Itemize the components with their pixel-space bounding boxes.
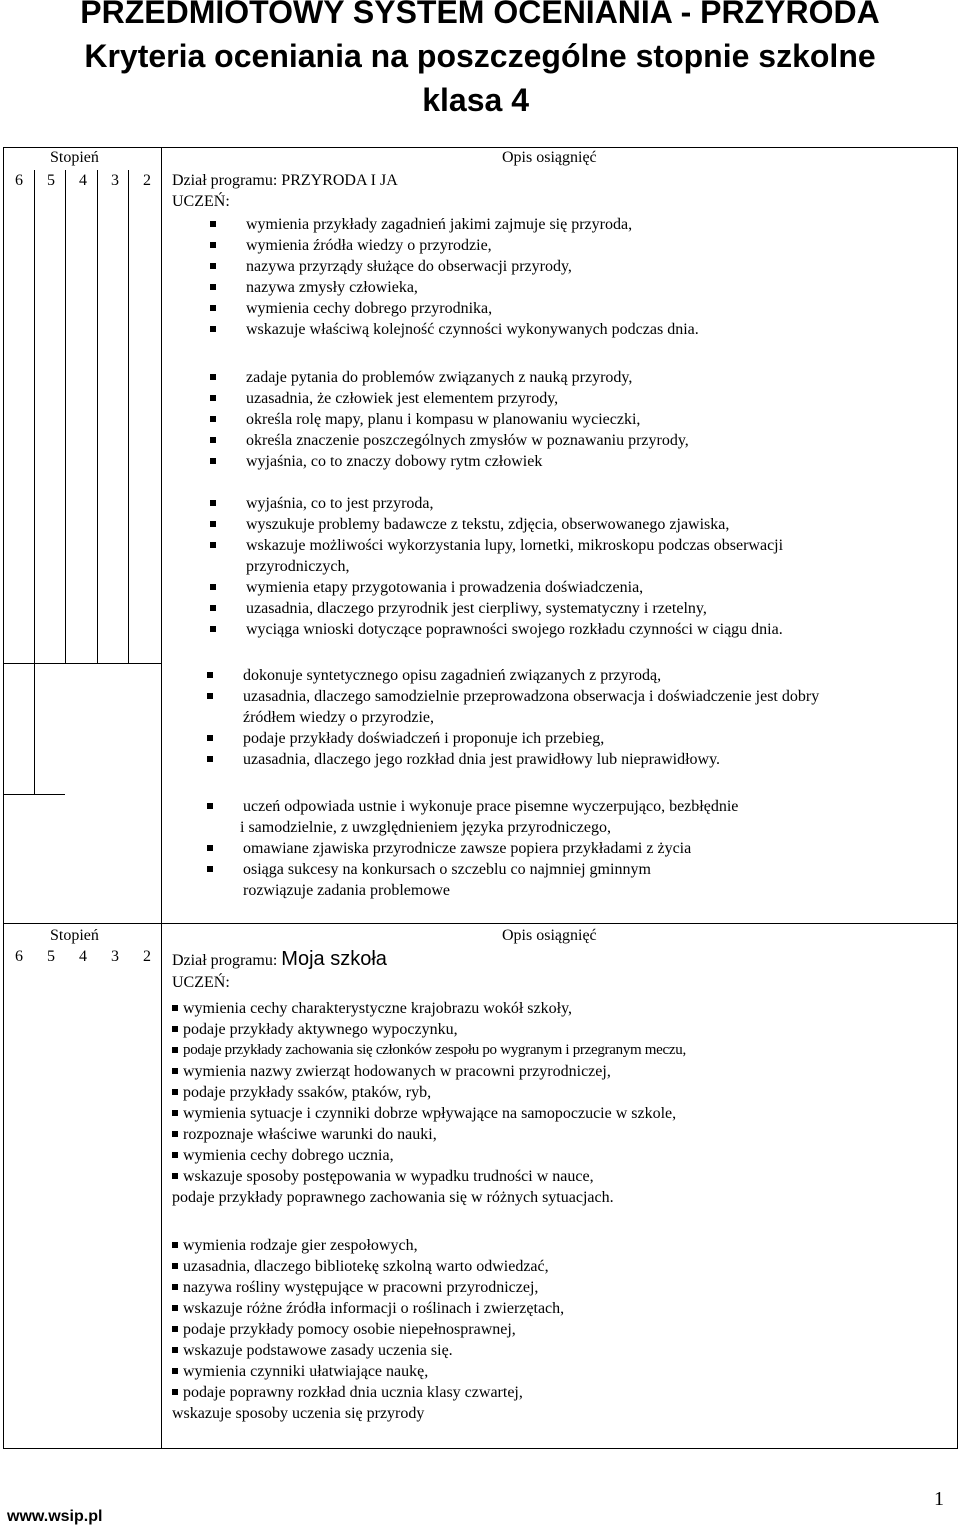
bullet-icon [210,437,216,443]
bullet-icon [172,1026,178,1032]
bullet-icon [207,693,213,699]
bullet-icon [210,395,216,401]
bullet-icon [210,416,216,422]
doc-title-line2: Kryteria oceniania na poszczególne stopnie szkolne [84,38,876,74]
doc-title-line1: PRZEDMIOTOWY SYSTEM OCENIANIA - PRZYRODA [80,0,880,30]
bullet-icon [210,374,216,380]
bullet-icon [172,1389,178,1395]
bullet-icon [172,1089,178,1095]
page-number: 1 [934,1488,944,1510]
bullet-icon [210,521,216,527]
bullet-icon [172,1131,178,1137]
bullet-icon [172,1326,178,1332]
dept-label: Dział programu: [172,952,278,969]
bullet-icon [207,672,213,678]
table1-header-grade: Stopień [50,149,99,166]
bullet-icon [207,803,213,809]
grade-6: 6 [15,172,23,189]
grade-2: 2 [143,948,151,965]
bullet-icon [172,1263,178,1269]
section2-dept [172,948,387,971]
bullet-icon [210,626,216,632]
bullet-icon [210,584,216,590]
grade-5: 5 [47,948,55,965]
bullet-icon [207,866,213,872]
bullet-icon [172,1005,178,1011]
bullet-icon [172,1173,178,1179]
bullet-icon [172,1047,178,1053]
bullet-icon [207,845,213,851]
bullet-icon [172,1242,178,1248]
doc-title-line3: klasa 4 [422,82,529,118]
table1-header-desc: Opis osiągnięć [502,149,597,166]
dept-name: Moja szkoła [281,948,387,970]
footer-url-link[interactable]: www.wsip.pl [7,1508,103,1525]
bullet-icon [210,458,216,464]
grade-4: 4 [79,948,87,965]
dept-name: PRZYRODA I JA [281,172,398,189]
grade-3: 3 [111,172,119,189]
grade-5: 5 [47,172,55,189]
bullet-icon [210,263,216,269]
bullet-icon [210,221,216,227]
bullet-icon [172,1305,178,1311]
bullet-icon [172,1347,178,1353]
bullet-icon [172,1110,178,1116]
bullet-icon [210,326,216,332]
bullet-icon [207,735,213,741]
table2-header-desc: Opis osiągnięć [502,927,597,944]
table2-header-grade: Stopień [50,927,99,944]
bullet-icon [210,242,216,248]
bullet-icon [210,284,216,290]
bullet-icon [172,1284,178,1290]
bullet-icon [172,1068,178,1074]
section1-student: UCZEŃ: [172,193,230,210]
section1-dept [172,172,398,190]
dept-label: Dział programu: [172,172,278,189]
table2-grades [3,948,163,966]
grade-3: 3 [111,948,119,965]
table1-grades [3,172,163,190]
bullet-icon [210,605,216,611]
grade-2: 2 [143,172,151,189]
bullet-icon [172,1152,178,1158]
grade-4: 4 [79,172,87,189]
bullet-icon [172,1368,178,1374]
section2-student: UCZEŃ: [172,974,230,991]
grade-6: 6 [15,948,23,965]
bullet-icon [207,756,213,762]
bullet-icon [210,305,216,311]
bullet-icon [210,542,216,548]
bullet-icon [210,500,216,506]
